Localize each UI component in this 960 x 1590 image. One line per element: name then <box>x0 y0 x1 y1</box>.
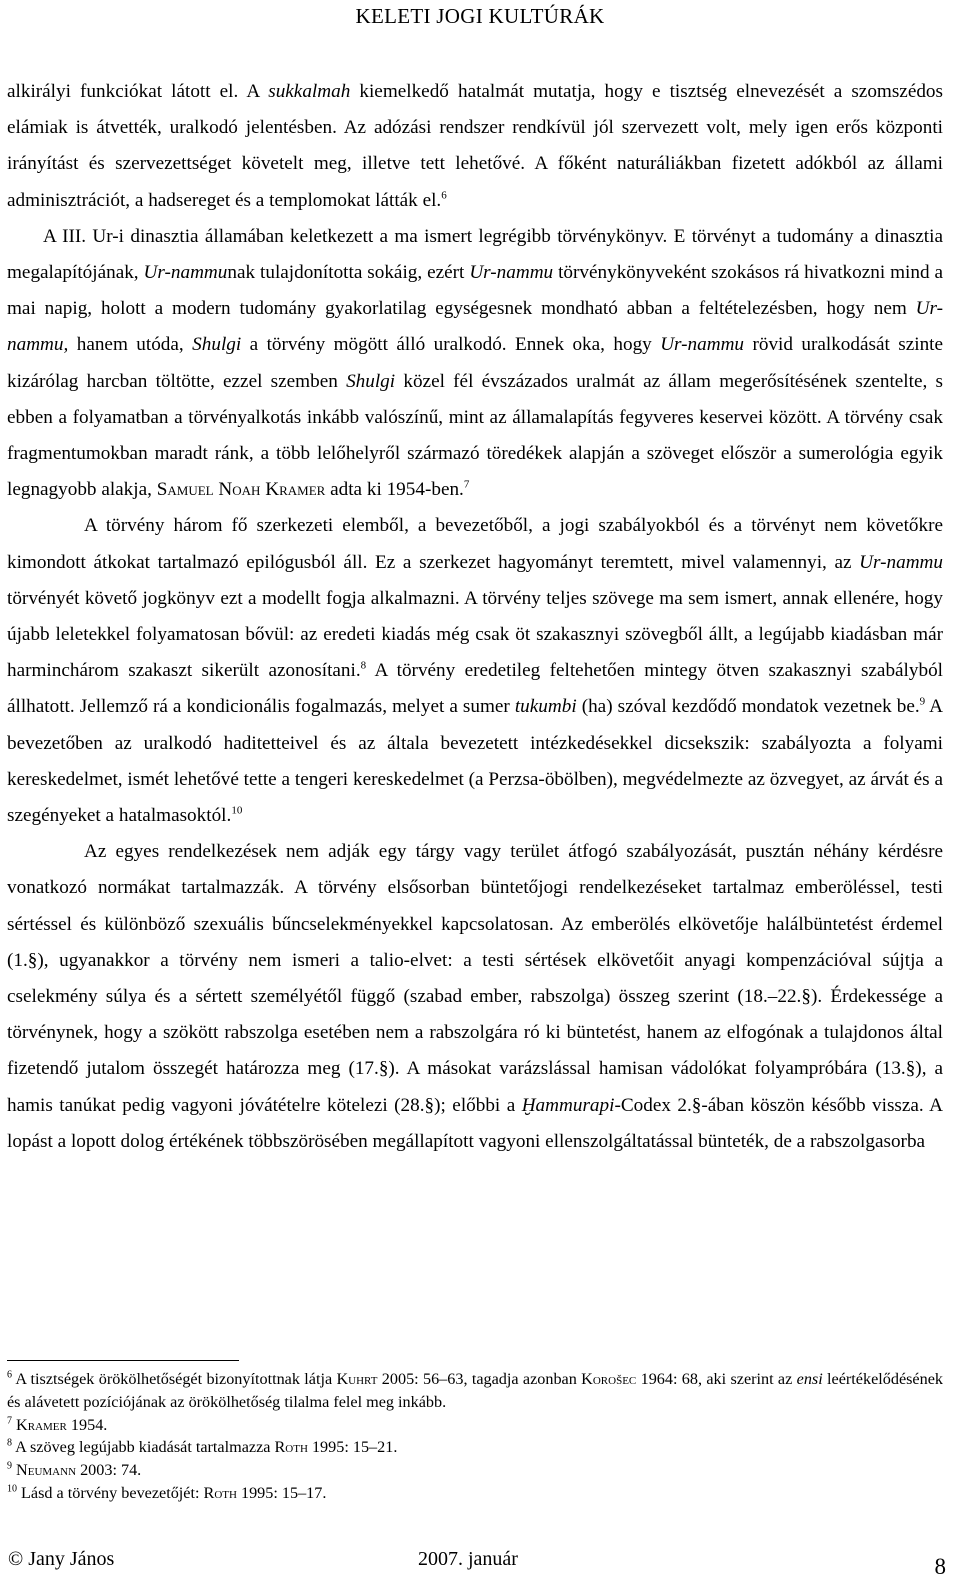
text-run: leértékelődésének és alávetett pozíciójának az örökölhetőség tilalma felel meg inkább. <box>7 1370 943 1411</box>
author-name: Roth <box>203 1483 237 1502</box>
page-footer <box>0 1548 960 1588</box>
text-run: törvénykönyveként szokásos rá hivatkozni mind a mai napig, holott a modern tudomány gyakorlatilag egységesnek mondható abban a feltételezésben, hogy nem <box>7 262 943 320</box>
paragraph-2 <box>7 219 943 509</box>
italic-term: tukumbi <box>514 696 577 718</box>
text-run: 2005: 56–63, tagadja azonban <box>377 1370 582 1388</box>
italic-term: sukkalmah <box>268 81 351 102</box>
italic-term: Ur-nammu <box>660 334 745 356</box>
text-run: 1954. <box>66 1415 108 1434</box>
footnote-7 <box>7 1414 943 1437</box>
footnote-number: 7 <box>7 1415 12 1427</box>
footnote-ref[interactable]: 10 <box>231 804 243 817</box>
footnote-8 <box>7 1436 943 1459</box>
footnotes <box>7 1368 943 1505</box>
text-run: rövid uralkodását szinte kizárólag harcban töltötte, ezzel szemben <box>7 334 944 392</box>
footnote-ref[interactable]: 7 <box>463 478 470 491</box>
text-run: kiemelkedő hatalmát mutatja, hogy e tisztség elnevezését a szomszédos elámiak is átvették, uralkodó jelentésben. Az adózási rendszer rendkívül jól szervezett volt, mely igen erős központi irányítást és szervezettséget követelt meg, illetve tett lehetővé. A főként naturáliákban fizetett adókból az állami adminisztrációt, a hadsereget és a templomokat látták el. <box>7 81 943 211</box>
footnote-number: 10 <box>7 1483 17 1495</box>
footnote-number: 9 <box>7 1460 12 1472</box>
paragraph-1 <box>7 74 943 219</box>
text-run: A III. Ur-i dinasztia államában keletkezett a ma ismert legrégibb törvénykönyv. E törvényt a tudomány a dinasztia megalapítójának, <box>7 225 943 284</box>
author-name: Samuel Noah Kramer <box>156 479 326 501</box>
footnote-10 <box>7 1482 943 1505</box>
text-run: 1995: 15–17. <box>236 1483 327 1502</box>
italic-term: Ur-nammu <box>143 262 228 284</box>
text-run: Az egyes rendelkezések nem adják egy tárgy vagy terület átfogó szabályozását, pusztán néhány kérdésre vonatkozó normákat tartalmazzák. A törvény elsősorban büntetőjogi rendelkezéseket tartalmaz emberöléssel, testi sértéssel és különböző szexuális bűncselekményekkel kapcsolatosan. Az emberölés elkövetője halálbüntetést érdemel (1.§), ugyanakkor a törvény nem ismeri a talio-elvet: a testi sértések elkövetőit anyagi kompenzációval sújtja a cselekmény súlya és a sértett személyétől függő (szabad ember, rabszolga) összeg szerint (18.–22.§). Érdekessége a törvénynek, hogy a szökött rabszolga esetében nem a rabszolgára ró ki büntetést, hanem az elfogónak a tulajdonos által fizetendő jutalom összegét határozza meg (17.§). A másokat varázslással hamisan vádolókat folyampróbára (13.§), a hamis tanúkat pedig vagyoni jóvátételre kötelezi (28.§); előbbi a <box>7 841 943 1116</box>
footnote-number: 6 <box>7 1369 12 1381</box>
running-header-title: KELETI JOGI KULTÚRÁK <box>355 4 605 28</box>
footnote-ref[interactable]: 9 <box>919 696 926 709</box>
text-run: A bevezetőben az uralkodó haditetteivel és az általa bevezetett intézkedésekkel dicsekszik: szabályozta a folyami kereskedelmet, ismét lehetővé tette a tengeri kereskedelmet (a Perzsa-öbölben), megvédelmezte az özvegyet, az árvát és a szegényeket a hatalmasoktól. <box>7 696 943 827</box>
text-run: (ha) szóval kezdődő mondatok vezetnek be. <box>576 696 920 718</box>
text-run: A törvény eredetileg feltehetően mintegy ötven szakasznyi szabályból állhatott. Jellemző rá a kondicionális fogalmazás, melyet a sumer <box>7 660 944 718</box>
text-run: Lásd a törvény bevezetőjét: <box>17 1483 204 1502</box>
italic-term: Ḫammurapi <box>521 1094 615 1116</box>
footer-author: © Jany János <box>8 1548 115 1570</box>
text-run: A törvény három fő szerkezeti elemből, a bevezetőből, a jogi szabályokból és a törvényt nem követőkre kimondott átkokat tartalmazó epilógusból áll. Ez a szerkezet hagyományt teremtett, mivel valamennyi, az <box>7 515 943 573</box>
page-number: 8 <box>934 1554 946 1579</box>
author-name: Korošec <box>581 1370 637 1388</box>
text-run: A szöveg legújabb kiadását tartalmazza <box>12 1438 275 1457</box>
author-name: Neumann <box>16 1461 77 1480</box>
text-run: -Codex 2.§-ában köszön később vissza. A lopást a lopott dolog értékének többszörösében megállapított vagyoni ellenszolgáltatással bünteték, de a rabszolgasorba <box>7 1094 943 1152</box>
text-run: a törvény mögött álló uralkodó. Ennek oka, hogy <box>241 334 661 356</box>
text-run: 1964: 68, aki szerint az <box>636 1370 797 1388</box>
italic-term: Ur-nammu <box>859 551 943 573</box>
text-run: alkirályi funkciókat látott el. A <box>7 81 269 102</box>
text-run: adta ki 1954-ben. <box>325 479 464 501</box>
text-run: 1995: 15–21. <box>307 1438 398 1457</box>
footnote-9 <box>7 1459 943 1482</box>
footer-date: 2007. január <box>418 1548 518 1570</box>
footnote-ref[interactable]: 6 <box>441 189 447 202</box>
italic-term: Shulgi <box>192 334 242 356</box>
text-run: közel fél évszázados uralmát az állam megerősítésének szentelte, s ebben a folyamatban a törvényalkotás inkább valószínű, mint az államalapítás fegyveres keservei között. A törvény csak fragmentumokban maradt ránk, a több lelőhelyről származó töredékek alapján a szöveget először a sumerológia egyik legnagyobb alakja, <box>7 370 943 501</box>
text-run: hanem utóda, <box>68 334 193 356</box>
footnote-separator <box>7 1360 239 1361</box>
author-name: Kuhrt <box>336 1370 378 1388</box>
paragraph-4 <box>7 834 943 1160</box>
main-text <box>7 74 943 1160</box>
italic-term: Ur-nammu <box>469 262 554 284</box>
text-run: nak tulajdonította sokáig, ezért <box>227 262 470 284</box>
italic-term: Ur-nammu, <box>7 298 943 356</box>
italic-term: Shulgi <box>346 370 396 392</box>
footnote-number: 8 <box>7 1438 12 1449</box>
paragraph-3 <box>7 508 943 834</box>
text-run: A tisztségek örökölhetőségét bizonyítottnak látja <box>12 1370 337 1388</box>
author-name: Roth <box>274 1438 308 1457</box>
author-name: Kramer <box>16 1415 67 1434</box>
running-header <box>0 4 960 29</box>
footnote-6 <box>7 1368 943 1414</box>
text-run: törvényét követő jogkönyv ezt a modellt fogja alkalmazni. A törvény teljes szövege ma sem ismert, annak ellenére, hogy újabb leletekkel folyamatosan bővül: az eredeti kiadás még csak öt szakasznyi szövegből állt, a legújabb kiadásban már harminchárom szakaszt sikerült azonosítani. <box>7 587 943 682</box>
text-run: 2003: 74. <box>76 1461 142 1480</box>
footnote-ref[interactable]: 8 <box>360 659 367 672</box>
italic-term: ensi <box>796 1370 823 1388</box>
